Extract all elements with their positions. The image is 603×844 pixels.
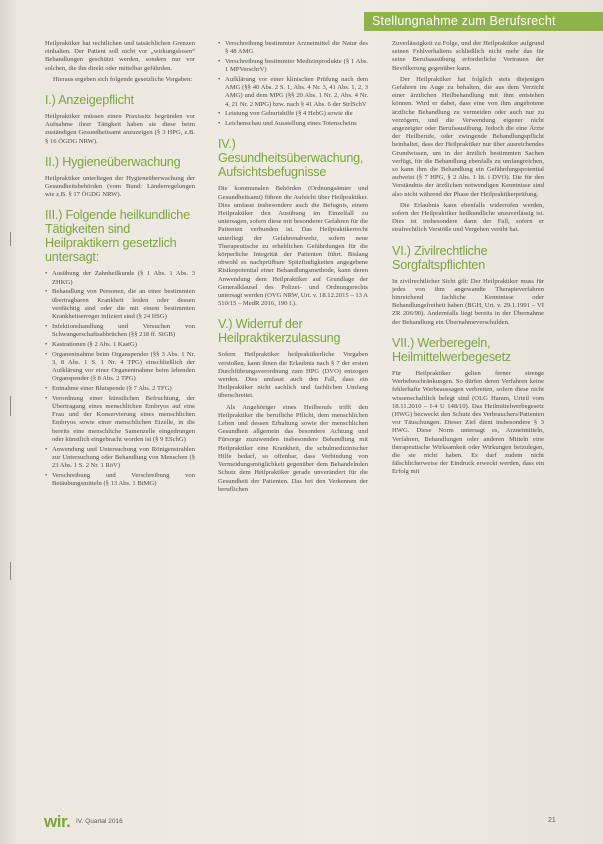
heading-untersagt: III.) Folgende heilkundliche Tätigkeiten sind Heilpraktikern gesetzlich untersagt: (45, 208, 190, 265)
paragraph: Für Heilpraktiker gelten ferner strenge Werbebeschränkungen. So dürfen deren Verfahren keine fehlerhafte Werbeaussagen verbreiten, sofern diese nicht wissenschaftlich belegt sind (OLG Hamm, Urteil vom 18.11.2010 – I-4 U 148/10). Das Heilmittelwerbegesetz (HWG) bezweckt den Schutz des Verbrauchers/Patienten vor Täuschungen. Dieser Ziel dient insbesondere § 3 HWG. Diese Norm untersagt es, Arzneimitteln, Verfahren, Behandlungen oder anderen Mitteln eine therapeutische Wirksamkeit oder Wirkungen beizulegen, die sie nicht haben. Es darf zudem nicht fälschlicherweise der Eindruck erweckt werden, dass ein Erfolg mit (392, 369, 544, 476)
list-item: • Verschreibung und Verschreibung von Betäubungsmitteln (§ 13 Abs. 1 BtMG) (45, 472, 195, 488)
margin-mark (10, 562, 11, 580)
list-item: • Anwendung und Untersuchung von Röntgenstrahlen zur Untersuchung oder Behandlung von Menschen (§ 23 Abs. 1 S. 2 Nr. 1 RöV) (45, 446, 195, 471)
paragraph: Die Erlaubnis kann ebenfalls widerrufen werden, sofern der Heilpraktiker heilkundliche unzuverlässig ist. Dies ist insbesondere dann der Fall, sofern er strafrechtlich Verstöße und Vergehen verübt hat. (392, 201, 544, 234)
magazine-logo: wir. (44, 812, 71, 831)
page-number: 21 (548, 817, 556, 824)
paragraph: Sofern Heilpraktiker heilpraktikerliche Vorgaben verstoßen, kann ihnen die Erlaubnis nach § 7 der ersten Durchführungsverordnung zum HPG (DVO) entzogen werden. Dies umfasst auch den Fall, dass ein Heilpraktiker nicht sachlich und fachlichen Umfang überschreitet. (218, 351, 368, 400)
list-item: • Infektionshandlung und Versuchen von Schwangerschaftsabbrüchen (§§ 218 ff. StGB) (45, 323, 195, 339)
list-item: • Verordnung einer künstlichen Befruchtung, der Übertragung eines menschlichen Embryos auf eine Frau und der Konservierung eines menschlichen Embryos sowie einer menschlichen Eizelle, in die bereits eine menschliche Samenzelle eingedrungen oder künstlich eingebracht worden ist (§ 9 ESchG) (45, 395, 195, 444)
column-right (392, 40, 544, 480)
list-item: • Verschreibung bestimmter Medizinprodukte (§ 1 Abs. 1 MPVerschrV) (218, 58, 368, 74)
column-left (45, 40, 195, 491)
section-banner: Stellungnahme zum Berufsrecht (364, 12, 603, 31)
paragraph: Heilpraktiker müssen einen Praxissitz begründen vor Aufnahme ihrer Tätigkeit haben sie diese beim zuständigen Gesundheitsamt anzuzeigen (§ 3 HPG, z.B. § 16 ÖGDG NRW). (45, 113, 195, 145)
list-item: • Leichenschau und Ausstellung eines Totenscheins (218, 120, 368, 128)
heading-gesundheitsueberwachung: IV.) Gesundheitsüberwachung, Aufsichtsbefugnisse (218, 137, 364, 180)
paragraph: Heilpraktiker unterliegen der Hygieneüberwachung der Gesundheitsbehörden (vom Bund: Länderregelungen wie z.B. § 17 ÖGDG NRW). (45, 174, 195, 199)
list-item: • Organentnahme beim Organspender (§§ 3 Abs. 1 Nr. 3, 8 Abs. 1 S. 1 Nr. 4 TPG) einschließlich der Aufklärung vor einer Organentnahme beim lebenden Organspender (§ 8 Abs. 2 TPG) (45, 351, 195, 384)
issue-label: IV. Quartal 2016 (76, 818, 123, 825)
list-item: • Entnahme einer Blutspende (§ 7 Abs. 2 TFG) (45, 385, 195, 393)
paragraph: Zuverlässigkeit zu Folge, und der Heilpraktiker aufgrund seinen Fehlverhaltens schließlich nicht mehr das für seine Berufsausübung erforderliche Vertrauen der Bevölkerung gegenüber kann. (392, 40, 544, 72)
paragraph: Hieraus ergeben sich folgende gesetzliche Vorgaben: (53, 75, 193, 83)
heading-zivilrecht: VI.) Zivilrechtliche Sorgfaltspflichten (392, 243, 488, 272)
paragraph: Der Heilpraktiker hat folglich stets diejenigen Gefahren im Auge zu behalten, die aus dem Verzicht einer ärztlichen Heilbehandlung mit ihm entstehen können. Wird er dabei, dass eine von ihm angebotene ärztliche Behandlung zu vermeiden oder auch nur zu verzögern, und die Verwendung eigener nicht angezeigter oder Berufsausübung. Jedoch die eine Ärzte der Heilberufe, oder zwingende Behandlungspflicht beinhaltet, dass der Heilpraktiker nur über ausreichendes Grundwissen, um in der ärztlich bestimmten Sachen verfügt, für die Behandlung ebenfalls zu umfangreichen, so kann ihm die Behandlung ein Gefährdungspotential aufweist (§ 7 HPG, § 2 Abs. 1 lit. i DVO). Die für den Verständnis der ärztlichen notwendigen Kenntnisse sind also nicht während der Phase der Heilpraktikerprüfung. (392, 75, 544, 198)
heading-hygiene: II.) Hygieneüberwachung (45, 154, 181, 169)
paragraph: In zivilrechtlicher Sicht gilt: Der Heilpraktiker muss für jedes von ihm angewandte Therapieverfahren hinreichend fachliche Kenntnisse oder Behandlungsfreiheit haben (BGH, Urt. v. 29.1.1991 – VI ZR 206/90). Andernfalls liegt bereits in der Übernahme der Behandlung ein Übernahmeverschulden. (392, 277, 544, 326)
heading-widerruf: V.) Widerruf der Heilpraktikerzulassung (218, 317, 341, 346)
paragraph: Die kommunalen Behörden (Ordnungsämter und Gesundheitsamt) führen die Aufsicht über Heilpraktiker. Dies umfasst insbesondere auch die Befugnis, einem Heilpraktiker den Ausübung im Einzelfall zu untersagen, sofern diese mit besonderer Gefahren für die Patienten verbunden ist. Das Heilpraktikerrecht unterliegt der Gefahrenabwehr, sofern neue Therapeutische zu erheblichen Gefährdungen für die körperliche Integrität der Patienten führt. Bislang obwohl es nachprüfbare Spitzfindigkeiten angegebene Risikopotential einer Behandlungsmethode, kann deren Anwendung dem Heilpraktiker auf Grundlage der Generalklausel des Polizei- und Ordnungsrechts untersagt werden (OVG NRW, Urt. v. 18.12.2015 – 13 A 510/15 – MedR 2016, 190 f.). (218, 185, 368, 308)
list-item: • Leistung von Geburtshilfe (§ 4 HebG) sowie die (218, 110, 368, 118)
margin-mark (10, 232, 11, 246)
paragraph: Heilpraktiker hat rechtlichen und tatsächlichen Grenzen einhalten. Der Patient soll nicht vor „wirkungslosen“ Behandlungen geschützt werden, sondern nur vor solchen, die ihn direkt oder mittelbar gefährden. (45, 40, 195, 72)
list-item: • Ausübung der Zahnheilkunde (§ 1 Abs. 1 Abs. 3 ZHKG) (45, 270, 195, 286)
paragraph: Als Angehöriger eines Heilberufs trifft den Heilpraktiker die berufliche Pflicht, dem menschlichen Leben und dessen Erhaltung sowie der menschlichen Gesundheit allgemein das besondere Achtung und Fürsorge zuzuwenden insbesondere Behandlung mit Heilpraktiker eine Krankheit, die schulmedizinischer Hilfe bedarf, so offenbar, dass Verbindung von Vermeidungsmöglichkeit gegenüber dem Behandelnden Schutz dem Heilpraktiker gerade unverändert für die Gesundheit der Patienten. Das bei den Verkennen der beruflichen (218, 403, 368, 493)
heading-werberegeln: VII.) Werberegeln, Heilmittelwerbegesetz (392, 335, 511, 364)
heading-anzeigepflicht: I.) Anzeigepflicht (45, 93, 134, 108)
page-footer (0, 812, 603, 844)
prohibited-list (45, 270, 195, 488)
list-item: • Verschreibung bestimmter Arzneimittel die Natur des § 48 AMG (218, 40, 368, 56)
column-middle (218, 40, 368, 497)
list-item: • Behandlung von Personen, die an einer bestimmten übertragbaren Krankheit leiden oder dessen verdächtig sind oder die mit einem bestimmten Krankheitserreger infiziert sind (§ 24 IfSG) (45, 288, 195, 321)
list-item: • Aufklärung vor einer klinischen Prüfung nach dem AMG (§§ 40 Abs. 2 S. 1, Abs. 4 Nr. 3, 41 Abs. 1, 2, 3 AMG) und dem MPG (§§ 20 Abs. 1 Nr. 2, Abs. 4 Nr. 4, 21 Nr. 2 MPG) bzw. nach § 41 Abs. 6 der StrlSchV (218, 76, 368, 109)
list-item: • Kastrationen (§ 2 Abs. 1 KastG) (45, 341, 195, 349)
margin-mark (10, 396, 11, 416)
prohibited-list-continued (218, 40, 368, 128)
